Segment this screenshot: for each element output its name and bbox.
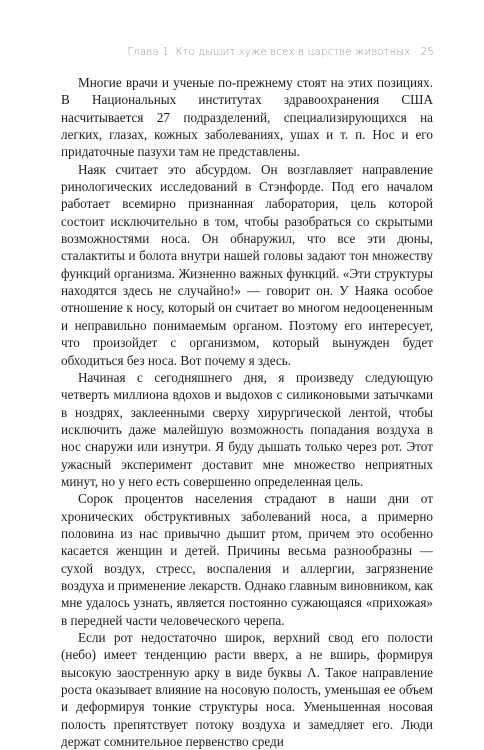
running-header-title: Глава 1. Кто дышит хуже всех в царстве животных	[127, 47, 411, 58]
paragraph-5: Если рот недостаточно широк, верхний свод его полости (небо) имеет тенденцию расти вверх, а не вширь, формируя высокую заостренную арку в виде буквы Λ. Такое направление роста оказывает влияние на носовую полость, уменьшая ее объем и деформируя тонкие структуры носа. Уменьшенная носовая полость препятствует потоку воздуха и замедляет его. Люди держат сомнительное первенство среди	[61, 630, 433, 750]
running-header	[74, 47, 434, 58]
running-header-separator: ·	[410, 47, 421, 58]
paragraph-1: Многие врачи и ученые по-прежнему стоят на этих позициях. В Национальных институтах здравоохранения США насчитывается 27 подразделений, специализирующихся на легких, глазах, кожных заболеваниях, ушах и т. п. Нос и его придаточные пазухи там не представлены.	[61, 75, 433, 160]
page-number: 25	[420, 47, 434, 58]
body-text	[61, 74, 433, 750]
paragraph-3: Начиная с сегодняшнего дня, я произведу следующую четверть миллиона вдохов и выдохов с силиконовыми затычками в ноздрях, заклеенными сверху хирургической лентой, чтобы исключить даже малейшую возможность попадания воздуха в нос снаружи или изнутри. Я буду дышать только через рот. Этот ужасный эксперимент доставит мне множество неприятных минут, но у него есть совершенно определенная цель.	[61, 369, 433, 489]
paragraph-2: Наяк считает это абсурдом. Он возглавляет направление ринологических исследований в Стэнфорде. Под его началом работает всемирно признанная лаборатория, цель которой состоит исключительно в том, чтобы разобраться со скрытыми возможностями носа. Он обнаружил, что все эти дюны, сталактиты и болота внутри нашей головы задают тон множеству функций организма. Жизненно важных функций. «Эти структуры находятся здесь не случайно!» — говорит он. У Наяка особое отношение к носу, который он считает во многом недооцененным и неправильно понимаемым органом. Поэтому его интересует, что произойдет с организмом, который вынужден будет обходиться без носа. Вот почему я здесь.	[61, 161, 433, 368]
paragraph-4: Сорок процентов населения страдают в наши дни от хронических обструктивных заболеваний носа, а примерно половина из нас привычно дышит ртом, причем это особенно касается женщин и детей. Причины весьма разнообразны — сухой воздух, стресс, воспаления и аллергии, загрязнение воздуха и применение лекарств. Однако главным виновником, как мне удалось узнать, является постоянно сужающаяся «прихожая» в передней части человеческого черепа.	[61, 491, 433, 628]
